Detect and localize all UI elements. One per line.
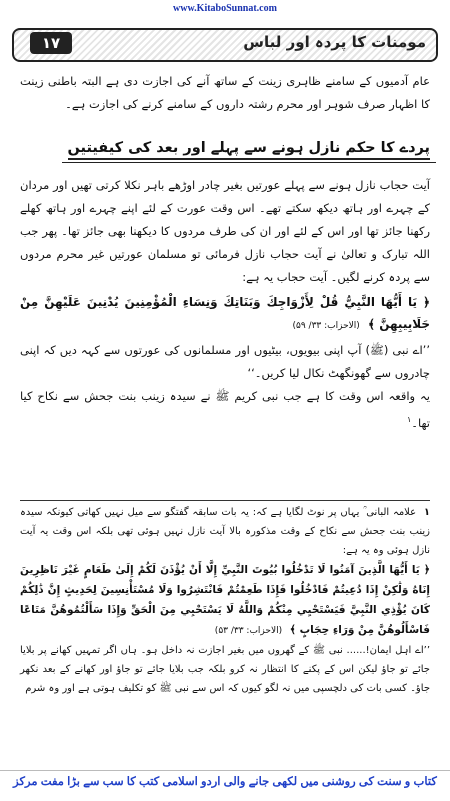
closing-text: یہ واقعہ اس وقت کا ہے جب نبی کریم ﷺ نے سیدہ زینب بنت جحش سے نکاح کیا تھا۔	[20, 389, 430, 430]
page-number: ۱۷	[30, 32, 72, 54]
verse-text: ﴿ يَا أَيُّهَا النَّبِيُّ قُلْ لِأَزْوَاجِكَ وَبَنَاتِكَ وَنِسَاءِ الْمُؤْمِنِينَ يُدْنِينَ عَلَيْهِنَّ مِنْ جَلَابِيبِهِنَّ ﴾	[20, 295, 430, 331]
chapter-title: مومنات کا پردہ اور لباس	[243, 33, 426, 51]
verse-translation: ’’اے نبی (ﷺ) آپ اپنی بیویوں، بیٹیوں اور مسلمانوں کی عورتوں سے کہہ دیں کہ اپنی چادروں سے گھونگھٹ نکال لیا کریں۔‘‘	[20, 343, 430, 380]
site-url[interactable]: www.KitaboSunnat.com	[173, 3, 277, 14]
footnote-reference-mark: ۱	[406, 415, 412, 424]
footnote-marker: ۱	[423, 507, 430, 518]
intro-paragraph: عام آدمیوں کے سامنے ظاہری زینت کے ساتھ آنے کی اجازت دی ہے البتہ باطنی زینت کا اظہار صرف شوہر اور محرم رشتہ داروں کے سامنے کرنے کی اجازت ہے۔	[20, 74, 430, 111]
closing-paragraph	[20, 385, 430, 435]
footnote-intro	[20, 503, 430, 560]
verse-reference: (الاحزاب: ۳۳/ ۵۹)	[292, 321, 360, 331]
main-body	[20, 174, 430, 435]
footnote-divider	[20, 500, 430, 501]
body-paragraph: آیت حجاب نازل ہونے سے پہلے عورتیں بغیر چادر اوڑھے باہر نکلا کرتی تھیں اور مردان کے چہرے اور ہاتھ دیکھ سکتے تھے۔ اس وقت عورت کے لئے اپنے چہرے اور ہاتھ کھلے رکھنا جائز تھا اور اس کے لئے اور ان کی طرف مردوں کا دیکھنا بھی جائز تھا۔ پھر جب اللہ تبارک و تعالیٰ نے آیت حجاب نازل فرمائی تو مسلمان عورتیں غیر محرم مردوں سے پردہ کرنے لگیں۔ آیت حجاب یہ ہے:	[20, 178, 430, 284]
page-header-banner	[12, 28, 438, 62]
footnote-block	[20, 503, 430, 698]
footnote-verse-text: ﴿ يَا أَيُّهَا الَّذِينَ آمَنُوا لَا تَدْخُلُوا بُيُوتَ النَّبِيِّ إِلَّا أَنْ يُؤْذَنَ لَكُمْ إِلَىٰ طَعَامٍ غَيْرَ نَاظِرِينَ إِنَاهُ وَلَٰكِنْ إِذَا دُعِيتُمْ فَادْخُلُوا فَإِذَا طَعِمْتُمْ فَانْتَشِرُوا وَلَا مُسْتَأْنِسِينَ لِحَدِيثٍ إِنَّ ذَٰلِكُمْ كَانَ يُؤْذِي النَّبِيَّ فَيَسْتَحْيِي مِنْكُمْ وَاللَّهُ لَا يَسْتَحْيِي مِنَ الْحَقِّ وَإِذَا سَأَلْتُمُوهُنَّ مَتَاعًا فَاسْأَلُوهُنَّ مِنْ وَرَاءِ حِجَابٍ ﴾	[20, 564, 430, 636]
footnote-text: علامہ البانی ؒ یہاں پر نوٹ لگایا ہے کہ: یہ بات سابقہ گفتگو سے میل نہیں کھاتی کیونکہ سیدہ زینب بنت جحش سے نکاح کے وقت مذکورہ بالا آیت نازل نہیں ہوئی تھی بلکہ اس وقت یہ آیت نازل ہوئی وہ یہ ہے:	[20, 507, 430, 556]
footnote-verse	[20, 560, 430, 641]
footnote-verse-reference: (الاحزاب: ۳۳/ ۵۳)	[214, 626, 283, 636]
footnote-translation: ’’اے اہل ایمان!...... نبی ﷺ کے گھروں میں بغیر اجازت نہ داخل ہو۔ ہاں اگر تمہیں کھانے پر بلایا جائے تو جاؤ لیکن اس کے پکنے کا انتظار نہ کرو بلکہ جب بلایا جائے تو جاؤ اور کھانے کے بعد نکھر جاؤ۔ کسی بات کی دلچسپی میں نہ لگو کیوں کہ اس سے نبی ﷺ کو تکلیف ہوتی ہے اور وہ شرم	[20, 645, 430, 694]
section-heading: پردے کا حکم نازل ہونے سے پہلے اور بعد کی کیفیتیں	[68, 140, 431, 160]
intro-block	[20, 70, 430, 116]
footer-link[interactable]: کتاب و سنت کی روشنی میں لکھی جانے والی اردو اسلامی کتب کا سب سے بڑا مفت مرکز	[13, 776, 437, 788]
quran-verse	[20, 291, 430, 337]
